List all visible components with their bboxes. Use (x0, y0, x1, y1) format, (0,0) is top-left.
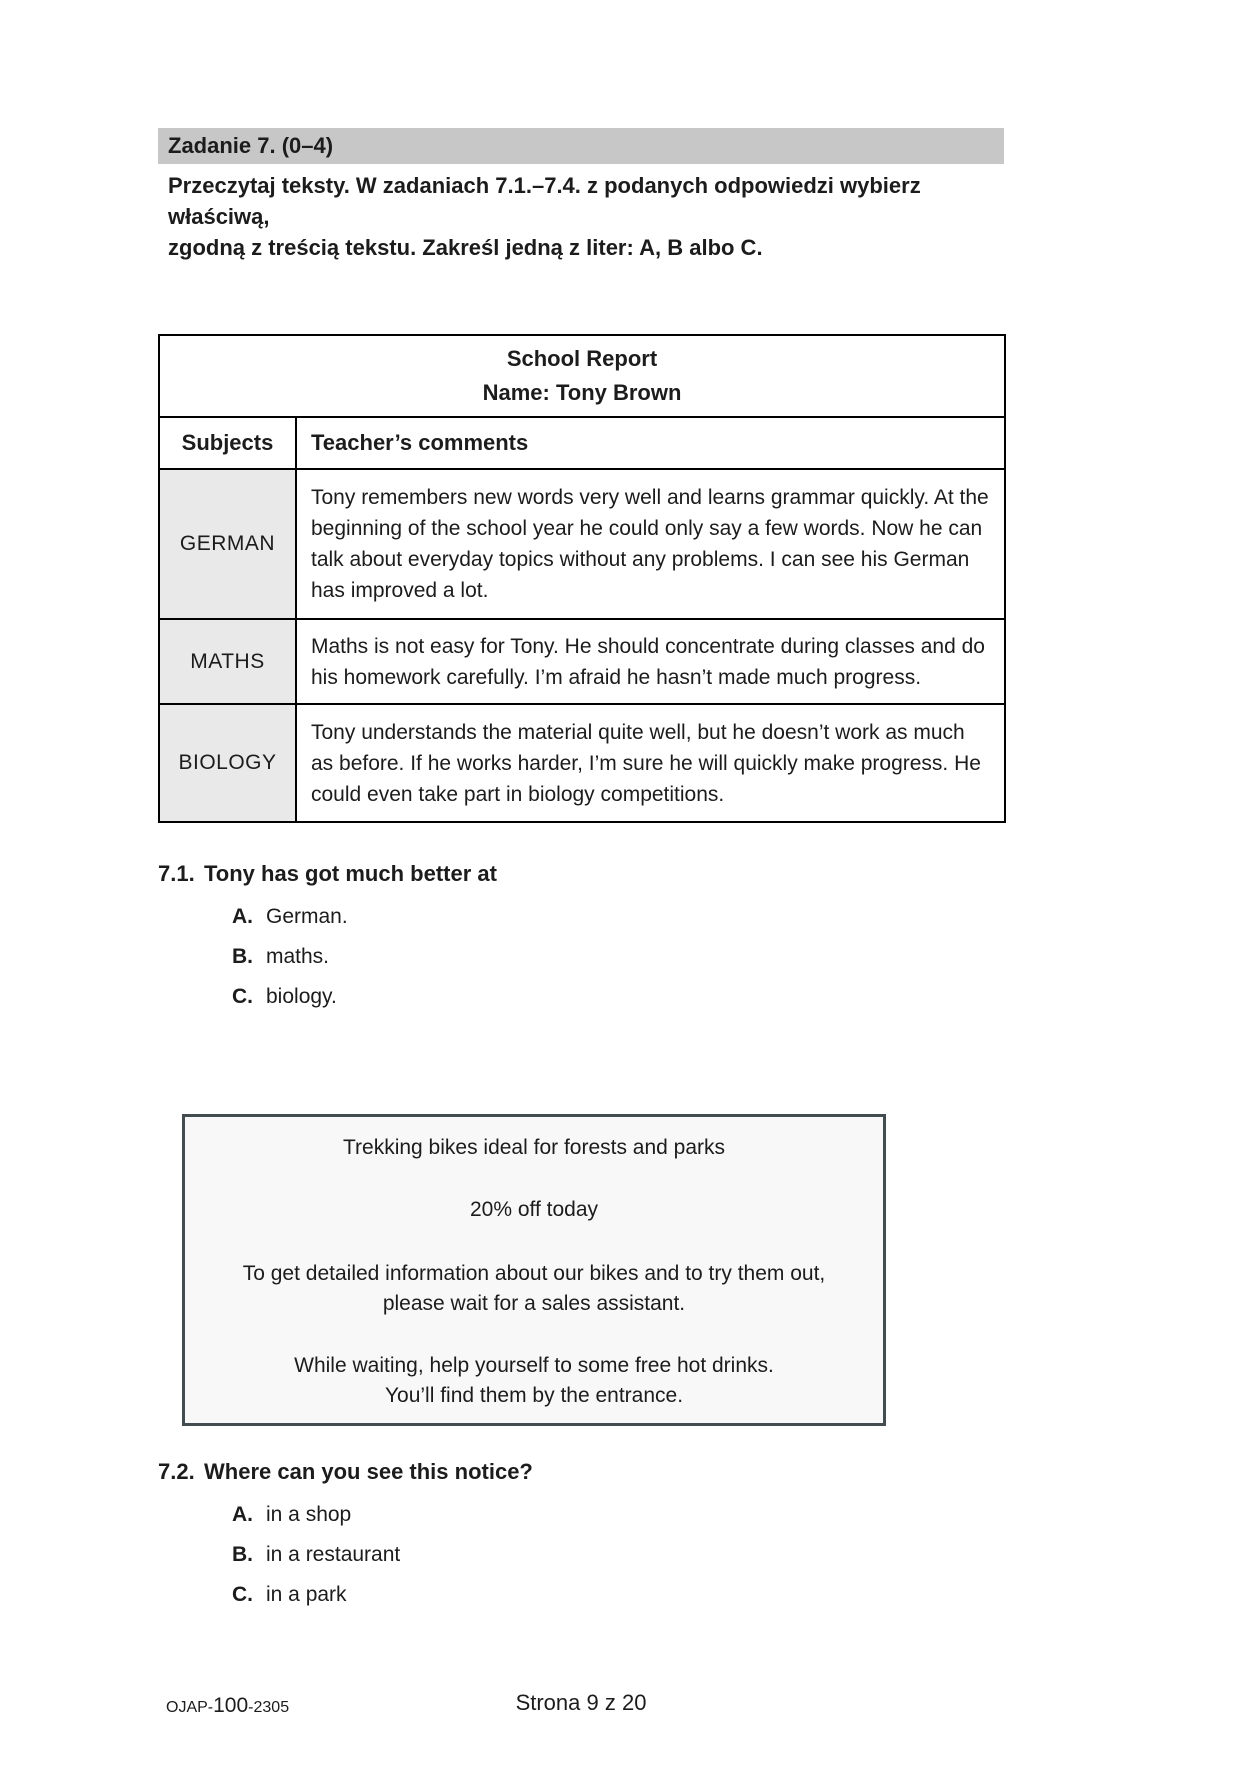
option-text: German. (266, 905, 348, 928)
comment-cell-biology: Tony understands the material quite well, but he doesn’t work as much as before. If he works harder, I’m sure he will quickly make progress. He could even take part in biology competitions. (296, 704, 1005, 822)
option-letter: B. (232, 1543, 253, 1566)
option-b (232, 942, 1018, 972)
notice-info-line-2: please wait for a sales assistant. (382, 1292, 686, 1315)
question-text: Tony has got much better at (204, 861, 497, 886)
notice-info-line-1: To get detailed information about our bikes and to try them out, (242, 1262, 826, 1285)
question-7-2-options (232, 1500, 1018, 1610)
subject-cell-german: GERMAN (159, 469, 296, 619)
option-letter: C. (232, 1583, 253, 1606)
notice-drinks-block (185, 1351, 883, 1411)
exam-code-number: 100 (213, 1694, 249, 1717)
option-text: in a shop (266, 1503, 352, 1526)
option-text: biology. (266, 985, 337, 1008)
option-text: maths. (266, 945, 330, 968)
task-title: Zadanie 7. (0–4) (168, 133, 334, 158)
comment-cell-german: Tony remembers new words very well and learns grammar quickly. At the beginning of the school year he could only say a few words. Now he can talk about everyday topics without any problems. I can see his German has improved a lot. (296, 469, 1005, 619)
option-letter: A. (232, 905, 253, 928)
comments-column-header: Teacher’s comments (296, 417, 1005, 469)
table-header-row (159, 417, 1005, 469)
report-name: Name: Tony Brown (482, 380, 682, 405)
option-text: in a park (266, 1583, 347, 1606)
school-report-table (158, 334, 1006, 823)
report-title: School Report (506, 346, 658, 371)
option-c (232, 982, 1018, 1012)
option-text: in a restaurant (266, 1543, 401, 1566)
option-letter: B. (232, 945, 253, 968)
option-a (232, 902, 1018, 932)
table-row-german (159, 469, 1005, 619)
question-text: Where can you see this notice? (204, 1459, 533, 1484)
subject-cell-biology: BIOLOGY (159, 704, 296, 822)
notice-discount: 20% off today (469, 1198, 599, 1221)
question-number: 7.2. (158, 1459, 195, 1484)
subject-cell-maths: MATHS (159, 619, 296, 704)
task-instructions (158, 170, 1018, 263)
instructions-line-1: Przeczytaj teksty. W zadaniach 7.1.–7.4. z podanych odpowiedzi wybierz właściwą, (168, 173, 921, 229)
table-row-biology (159, 704, 1005, 822)
question-number: 7.1. (158, 861, 195, 886)
table-row-maths (159, 619, 1005, 704)
table-title-row (159, 335, 1005, 417)
option-a (232, 1500, 1018, 1530)
notice-headline: Trekking bikes ideal for forests and parks (342, 1136, 726, 1159)
instructions-line-2: zgodną z treścią tekstu. Zakreśl jedną z liter: A, B albo C. (168, 235, 763, 260)
question-7-2-title (158, 1456, 1018, 1488)
option-letter: A. (232, 1503, 253, 1526)
notice-drinks-line-1: While waiting, help yourself to some free hot drinks. (294, 1354, 774, 1377)
question-7-1-title (158, 858, 1018, 890)
exam-code-suffix: -2305 (248, 1699, 290, 1716)
question-7-2 (158, 1456, 1018, 1620)
exam-code-prefix: OJAP- (166, 1699, 214, 1716)
notice-info-block (185, 1259, 883, 1319)
page-number: Strona 9 z 20 (515, 1690, 647, 1715)
comment-cell-maths: Maths is not easy for Tony. He should concentrate during classes and do his homework carefully. I’m afraid he hasn’t made much progress. (296, 619, 1005, 704)
question-7-1-options (232, 902, 1018, 1012)
notice-drinks-line-2: You’ll find them by the entrance. (384, 1384, 684, 1407)
option-b (232, 1540, 1018, 1570)
shop-notice-box (182, 1114, 886, 1426)
task-header-bar (158, 128, 1004, 164)
option-c (232, 1580, 1018, 1610)
option-letter: C. (232, 985, 253, 1008)
question-7-1 (158, 858, 1018, 1022)
table-title-cell (159, 335, 1005, 417)
subjects-column-header: Subjects (159, 417, 296, 469)
